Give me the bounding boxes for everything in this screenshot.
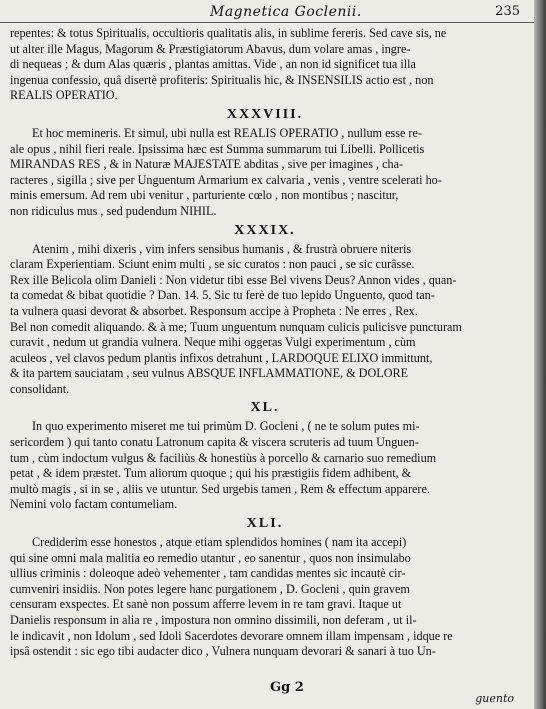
section-heading: XLI. [246,516,284,532]
section-heading: XXXVIII. [226,106,304,122]
text-line: ale opus , nihil fieri reale. Ipsissima hæc est Summa summarum tui Libelli. Pollicetis [10,141,425,156]
text-line: ullius criminis : doleoque adeò vehementer , tam candidas mentes sic incautè cir- [10,566,406,581]
text-line: di nequeas ; & dum Alas quæris , plantas amittas. Vide , an non id significet tua illa [10,57,416,72]
text-line: MIRANDAS RES , & in Naturæ MAJESTATE abditas , sive per imagines , cha- [10,157,404,172]
text-line: aculeos , vel clavos pedum plantis infixos detrahunt , LARDOQUE ELIXO immittunt, [10,350,433,365]
text-line: repentes: & totus Spiritualis, occultioris qualitatis alis, in sublime fereris. Sed cave sis, ne [10,26,447,40]
catchword: guento [475,692,514,705]
text-line: ta vulnera quasi devorat & absorbet. Responsum accipe à Propheta : Ne erres , Rex. [10,303,418,318]
text-line: & ita partem sauciatam , seu vulnus ABSQUE INFLAMMATIONE, & DOLORE [10,366,409,381]
section-heading: XL. [250,400,280,416]
text-line: racteres , sigilla ; sive per Unguentum Armarium ex calvaria , venis , ventre scelerati ho- [10,172,442,187]
running-head [0,4,534,23]
text-line: non ridiculus mus , sed pudendum NIHIL. [10,203,217,218]
text-line: censuram exspectes. Et sanè non possum afferre levem in re tam gravi. Itaque ut [10,597,402,612]
body-text [10,26,520,660]
text-line: Atenim , mihi dixeris , vim infers sensibus humanis , & frustrà obruere niteris [32,241,412,256]
text-line: ingenua confessio, quâ disertè profiteris: Spiritualis hic, & INSENSILIS actio est , non [10,72,434,87]
page-number: 235 [495,4,520,19]
text-line: consolidant. [10,381,70,396]
signature-mark: Gg 2 [270,680,304,695]
text-line: tum , cùm indoctum vulgus & faciliùs & honestiùs à porcello & carnario suo remedium [10,450,437,465]
text-line: multò magis , si in se , aliis ve utuntur. Sed urgebis tamen , Rem & effectum apparere. [10,481,430,496]
text-line: Et hoc memineris. Et simul, ubi nulla est REALIS OPERATIO , nullum esse re- [32,125,422,140]
text-line: petat , & idem præstet. Tum aliorum quoque ; qui his præstigiis fidem adhibent, & [10,466,412,481]
text-line: sericordem ) qui tanto conatu Latronum capita & viscera scruteris ad tuum Unguen- [10,435,419,450]
text-line: Crediderim esse honestos , atque etiam splendidos homines ( nam ita accepi) [32,535,407,550]
text-line: ta comedat & bibat quotidie ? Dan. 14. 5. Sic tu ferè de tuo lepido Unguento, quod tan- [10,288,435,303]
text-line: cumveniri insidiis. Non potes legere hanc purgationem , D. Gocleni , quin gravem [10,581,410,596]
text-line: qui sine omni mala malitia eo remedio utantur , eo sanentur , quos non insimulabo [10,550,411,565]
text-line: claram Experientiam. Sciunt enim multi , se sic curatos : non pauci , se sic curâsse. [10,257,415,272]
text-line: Nemini volo factam contumeliam. [10,497,178,512]
text-line: ipsâ ostendit : sic ego tibi audacter dico , Vulnera nunquam devorari & sanari à tuo Un- [10,644,436,659]
text-line: Danielis responsum in alia re , impostura non omnino dissimili, non deferam , ut il- [10,613,417,627]
section-heading: XXXIX. [234,222,296,238]
text-line: ut alter ille Magus, Magorum & Præstigiatorum Abavus, dum volare amas , ingre- [10,41,411,56]
text-line: Rex ille Belicola olim Danieli : Non videtur tibi esse Bel vivens Deus? Annon vides , quan- [10,272,457,287]
text-line: curavit , nedum ut grandia vulnera. Neque mihi oggeras Vulgi experimentum , cùm [10,335,416,350]
page-edge-shadow [534,0,546,709]
text-line: Bel non comedit aliquando. & à me; Tuum unguentum nunquam culicis pulicisve puncturam [10,319,462,334]
text-line: REALIS OPERATIO. [10,88,118,103]
page-footer [0,680,534,708]
running-title: Magnetica Goclenii. [210,4,362,20]
text-line: minis emersum. Ad rem ubi venitur , parturiente cœlo , non montibus ; nascitur, [10,188,399,203]
text-line: In quo experimento miseret me tui primùm D. Gocleni , ( ne te solum putes mi- [32,419,420,434]
text-line: le indicavit , non Idolum , sed Idoli Sacerdotes devorare omnem illam impensam , idque re [10,628,453,643]
